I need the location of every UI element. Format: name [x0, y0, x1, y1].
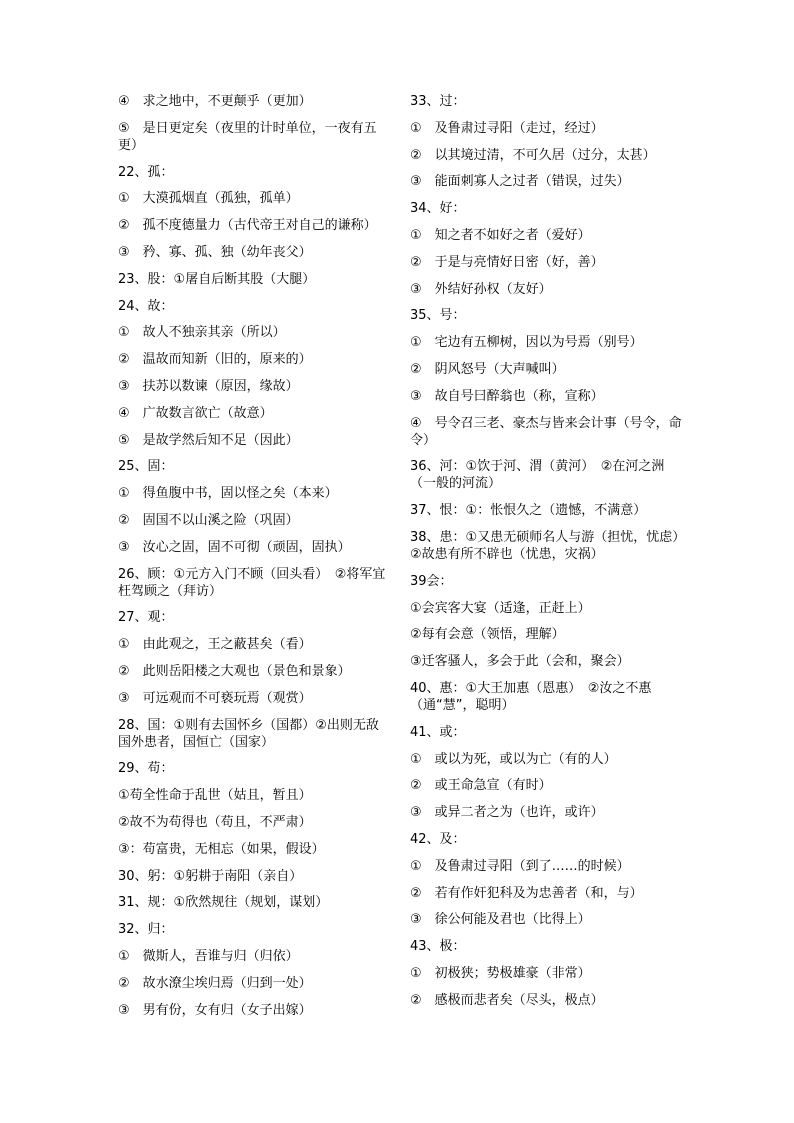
- entry-line: ① 大漠孤烟直（孤独，孤单）: [118, 191, 299, 207]
- section-heading: 24、故：: [118, 298, 174, 314]
- section-heading: 31、规：①欣然规往（规划，谋划）: [118, 895, 329, 911]
- entry-line: ①会宾客大宴（适逢，正赶上）: [410, 600, 591, 616]
- entry-line: ③迁客骚人，多会于此（会和，聚会）: [410, 654, 630, 670]
- entry-line: ② 或王命急宣（有时）: [410, 778, 552, 794]
- entry-line: ② 温故而知新（旧的，原来的）: [118, 352, 312, 368]
- entry-line: ① 故人不独亲其亲（所以）: [118, 325, 286, 341]
- right-column: [410, 93, 692, 1019]
- entry-line: ⑤ 是日更定矣（夜里的计时单位，一夜有五更）: [118, 120, 377, 153]
- entry-line: ① 及鲁肃过寻阳（走过，经过）: [410, 120, 604, 136]
- entry-line: ③ 或异二者之为（也许，或许）: [410, 805, 604, 821]
- section-heading: 32、归：: [118, 922, 174, 938]
- entry-line: ② 阴风怒号（大声喊叫）: [410, 361, 565, 377]
- section-heading: 38、患：①又患无硕师名人与游（担忧，忧虑） ②故患有所不辟也（忧患，灾祸）: [410, 529, 692, 562]
- entry-line: ③ 徐公何能及君也（比得上）: [410, 912, 591, 928]
- entry-line: ① 由此观之，王之蔽甚矣（看）: [118, 637, 312, 653]
- entry-line: ③ 扶苏以数谏（原因，缘故）: [118, 378, 299, 394]
- section-heading: 28、国：①则有去国怀乡（国都）②出则无敌国外患者，国恒亡（国家）: [118, 717, 379, 750]
- section-heading: 39会：: [410, 573, 453, 589]
- entry-line: ① 微斯人，吾谁与归（归依）: [118, 948, 299, 964]
- entry-line: ② 以其境过清，不可久居（过分，太甚）: [410, 147, 656, 163]
- entry-line: ③ 故自号曰醉翁也（称，宣称）: [410, 388, 604, 404]
- entry-line: ③ 男有份，女有归（女子出嫁）: [118, 1002, 312, 1018]
- entry-line: ② 固国不以山溪之险（巩固）: [118, 512, 299, 528]
- section-heading: 25、固：: [118, 459, 174, 475]
- entry-line: ① 知之者不如好之者（爱好）: [410, 227, 591, 243]
- entry-line: ② 感极而悲者矣（尽头，极点）: [410, 992, 604, 1008]
- entry-line: ② 于是与亮情好日密（好，善）: [410, 254, 604, 270]
- section-heading: 43、极：: [410, 939, 466, 955]
- entry-line: ② 此则岳阳楼之大观也（景色和景象）: [118, 663, 351, 679]
- entry-line: ② 故水潦尘埃归焉（归到一处）: [118, 975, 312, 991]
- entry-line: ② 孤不度德量力（古代帝王对自己的谦称）: [118, 218, 377, 234]
- entry-line: ③：苟富贵，无相忘（如果，假设）: [118, 841, 325, 857]
- entry-line: ③ 可远观而不可亵玩焉（观赏）: [118, 690, 312, 706]
- section-heading: 26、顾：①元方入门不顾（回头看） ②将军宜枉驾顾之（拜访）: [118, 566, 386, 599]
- entry-line: ② 若有作奸犯科及为忠善者（和，与）: [410, 885, 643, 901]
- section-heading: 40、惠：①大王加惠（恩惠） ②汝之不惠（通“慧”，聪明）: [410, 680, 652, 713]
- entry-line: ②故不为苟得也（苟且，不严肃）: [118, 814, 312, 830]
- section-heading: 42、及：: [410, 831, 466, 847]
- section-heading: 33、过：: [410, 94, 466, 109]
- section-heading: 37、恨：①：怅恨久之（遗憾，不满意）: [410, 503, 647, 519]
- section-heading: 35、号：: [410, 308, 466, 324]
- entry-line: ③ 汝心之固，固不可彻（顽固，固执）: [118, 539, 351, 555]
- section-heading: 27、观：: [118, 610, 174, 626]
- left-column: [118, 93, 388, 1028]
- entry-line: ① 宅边有五柳树，因以为号焉（别号）: [410, 335, 643, 351]
- entry-line: ① 及鲁肃过寻阳（到了……的时候）: [410, 858, 630, 874]
- entry-line: ③ 矜、寡、孤、独（幼年丧父）: [118, 244, 312, 260]
- entry-line: ④ 号令召三老、豪杰与皆来会计事（号令，命令）: [410, 415, 682, 448]
- entry-line: ① 初极狭；势极雄豪（非常）: [410, 965, 591, 981]
- entry-line: ④ 广故数言欲亡（故意）: [118, 405, 273, 421]
- entry-line: ⑤ 是故学然后知不足（因此）: [118, 432, 299, 448]
- entry-line: ③ 能面刺寡人之过者（错误，过失）: [410, 174, 630, 190]
- section-heading: 41、或：: [410, 724, 466, 740]
- entry-line: ③ 外结好孙权（友好）: [410, 281, 552, 297]
- entry-line: ① 或以为死，或以为亡（有的人）: [410, 751, 617, 767]
- section-heading: 36、河：①饮于河、渭（黄河） ②在河之洲（一般的河流）: [410, 459, 665, 492]
- entry-line: ②每有会意（领悟，理解）: [410, 627, 565, 643]
- section-heading: 23、股：①屠自后断其股（大腿）: [118, 271, 316, 287]
- section-heading: 34、好：: [410, 201, 466, 217]
- entry-line: ① 得鱼腹中书，固以怪之矣（本来）: [118, 486, 338, 502]
- section-heading: 22、孤：: [118, 164, 174, 180]
- section-heading: 30、躬：①躬耕于南阳（亲自）: [118, 868, 303, 884]
- section-heading: 29、苟：: [118, 761, 174, 777]
- entry-line: ④ 求之地中，不更颠乎（更加）: [118, 94, 312, 109]
- entry-line: ①苟全性命于乱世（姑且，暂且）: [118, 788, 312, 804]
